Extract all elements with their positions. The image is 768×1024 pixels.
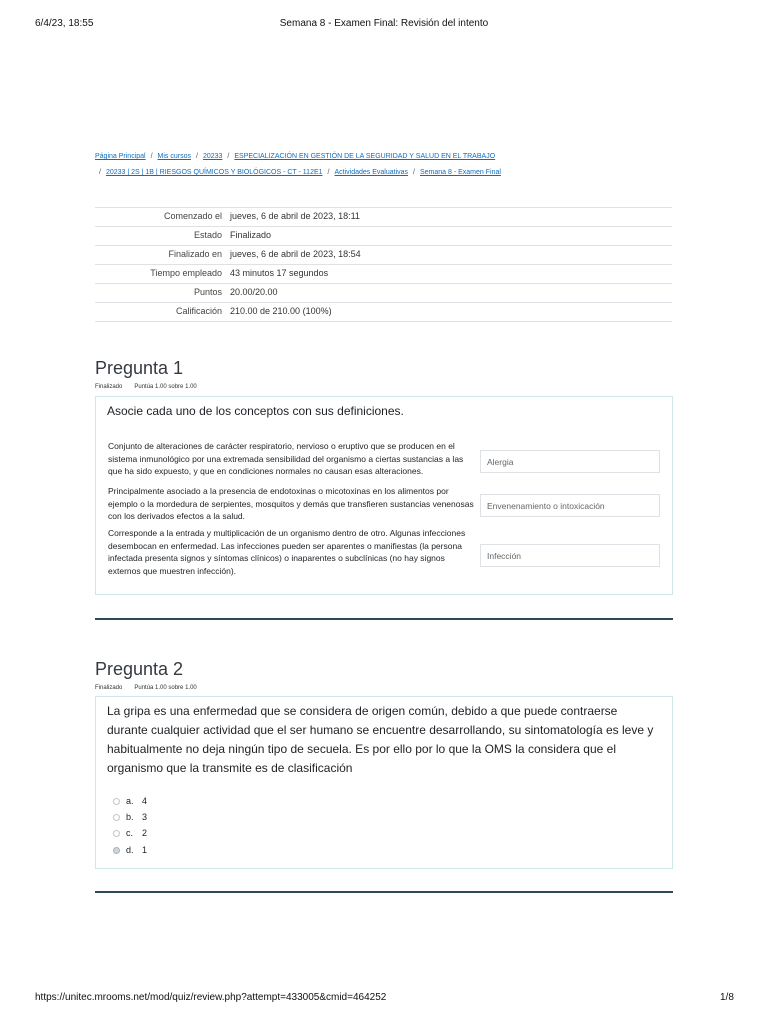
print-datetime: 6/4/23, 18:55 xyxy=(35,18,94,29)
question-content-box xyxy=(95,396,673,595)
attempt-summary-table xyxy=(95,207,672,322)
print-title: Semana 8 - Examen Final: Revisión del intento xyxy=(279,18,489,29)
summary-row-grade xyxy=(95,303,672,322)
summary-value: 43 minutos 17 segundos xyxy=(230,268,329,278)
breadcrumb-exam[interactable]: Semana 8 - Examen Final xyxy=(419,169,501,176)
option-text: 2 xyxy=(142,828,148,838)
option-text: 4 xyxy=(142,796,148,806)
radio-button[interactable] xyxy=(113,830,120,837)
summary-label: Calificación xyxy=(175,306,222,316)
question-status: Finalizado xyxy=(95,685,123,691)
match-select[interactable]: Alergia xyxy=(480,450,660,473)
option-letter: d. xyxy=(126,845,134,855)
question-prompt: Asocie cada uno de los conceptos con sus definiciones. xyxy=(107,404,404,418)
answer-option-selected[interactable] xyxy=(113,845,147,855)
summary-value: 210.00 de 210.00 (100%) xyxy=(230,306,332,316)
summary-label: Tiempo empleado xyxy=(150,268,222,278)
print-url: https://unitec.mrooms.net/mod/quiz/review.php?attempt=433005&cmid=464252 xyxy=(35,992,387,1003)
question-meta xyxy=(95,685,209,691)
answer-option[interactable] xyxy=(113,812,147,822)
breadcrumb-program[interactable]: ESPECIALIZACIÓN EN GESTIÓN DE LA SEGURIDAD Y SALUD EN EL TRABAJO xyxy=(234,153,496,160)
summary-label: Finalizado en xyxy=(168,249,222,259)
option-text: 3 xyxy=(142,812,148,822)
breadcrumb-separator: / xyxy=(327,169,330,176)
summary-row-finished xyxy=(95,246,672,265)
question-score: Puntúa 1.00 sobre 1.00 xyxy=(134,685,197,691)
breadcrumb-my-courses[interactable]: Mis cursos xyxy=(157,153,191,160)
answer-option[interactable] xyxy=(113,796,147,806)
summary-label: Estado xyxy=(193,230,222,240)
radio-button[interactable] xyxy=(113,814,120,821)
question-content-box xyxy=(95,696,673,869)
match-definition: Corresponde a la entrada y multiplicación de un organismo dentro de otro. Algunas infecciones desembocan en enfermedad. Las infecciones pueden ser aparentes o manifiestas (la persona infectada presenta signos y síntomas clínicos) o inaparentes o subclínicas (no hay signos externos que muestren infección). xyxy=(108,528,466,576)
match-select[interactable]: Envenenamiento o intoxicación xyxy=(480,494,660,517)
breadcrumb-course[interactable]: 20233 | 2S | 1B | RIESGOS QUÍMICOS Y BIOLÓGICOS - CT - 112E1 xyxy=(105,169,323,176)
summary-label: Puntos xyxy=(193,287,222,297)
breadcrumb-separator: / xyxy=(150,153,153,160)
question-title: Pregunta 2 xyxy=(95,659,184,679)
summary-row-marks xyxy=(95,284,672,303)
question-status: Finalizado xyxy=(95,384,123,390)
breadcrumb-activities[interactable]: Actividades Evaluativas xyxy=(334,169,409,176)
option-letter: a. xyxy=(126,796,134,806)
summary-value: Finalizado xyxy=(230,230,272,240)
breadcrumb-separator: / xyxy=(196,153,198,160)
print-page-number: 1/8 xyxy=(720,992,734,1003)
question-title: Pregunta 1 xyxy=(95,358,184,378)
breadcrumb-separator: / xyxy=(99,169,101,176)
breadcrumb xyxy=(95,153,495,160)
radio-button[interactable] xyxy=(113,798,120,805)
summary-value: 20.00/20.00 xyxy=(230,287,278,297)
summary-label: Comenzado el xyxy=(163,211,222,221)
breadcrumb-separator: / xyxy=(227,153,230,160)
option-letter: c. xyxy=(126,828,134,838)
breadcrumb-row-2 xyxy=(99,169,501,176)
summary-value: jueves, 6 de abril de 2023, 18:54 xyxy=(230,249,361,259)
match-definition: Conjunto de alteraciones de carácter respiratorio, nervioso o eruptivo que se producen en el sistema inmunológico por una extremada sensibilidad del organismo a ciertas sustancias a las que ha sido expuesto, y que en condiciones normales no causan esas alteraciones. xyxy=(108,441,464,476)
option-letter: b. xyxy=(126,812,134,822)
answer-option[interactable] xyxy=(113,828,147,838)
question-score: Puntúa 1.00 sobre 1.00 xyxy=(134,384,197,390)
breadcrumb-separator: / xyxy=(413,169,415,176)
breadcrumb-home[interactable]: Página Principal xyxy=(95,153,146,160)
summary-value: jueves, 6 de abril de 2023, 18:11 xyxy=(230,211,360,221)
radio-button-selected[interactable] xyxy=(113,847,120,854)
summary-row-time-taken xyxy=(95,265,672,284)
summary-row-state xyxy=(95,227,672,246)
question-divider xyxy=(95,618,673,620)
match-definition: Principalmente asociado a la presencia de endotoxinas o micotoxinas en los alimentos por ejemplo o la mordedura de serpientes, mosquitos y demás que transfieren sustancias venenosas con los derivados efectos a la salud. xyxy=(108,486,474,521)
match-select[interactable]: Infección xyxy=(480,544,660,567)
question-meta xyxy=(95,384,209,390)
question-divider xyxy=(95,891,673,893)
breadcrumb-period[interactable]: 20233 xyxy=(202,153,223,160)
option-text: 1 xyxy=(142,845,148,855)
question-prompt: La gripa es una enfermedad que se considera de origen común, debido a que puede contraerse durante cualquier actividad que el ser humano se encuentre desarrollando, su sintomatología es leve y habitualmente no deja ningún tipo de secuela. Es por ello por lo que la OMS la considera que el organismo que la transmite es de clasificación xyxy=(107,704,654,775)
summary-row-started xyxy=(95,208,672,227)
